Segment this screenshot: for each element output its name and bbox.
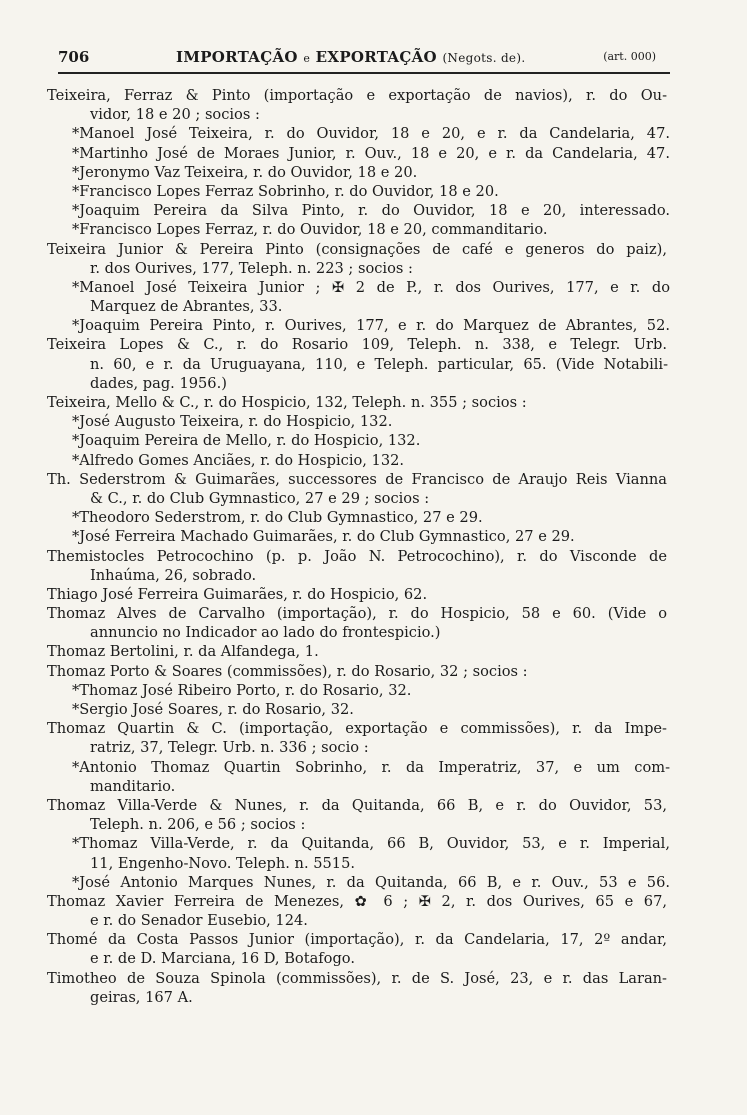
title-import: IMPORTAÇÃO [176, 48, 298, 66]
line-text: Teleph. n. 206, e 56 ; socios : [90, 816, 306, 834]
line-text: Thomaz Xavier Ferreira de Menezes, ✿ 6 ; ✠ 2, r. dos Ourives, 65 e 67, [47, 892, 667, 910]
line-text: *Joaquim Pereira de Mello, r. do Hospicio, 132. [72, 432, 421, 450]
continuation-line [0, 988, 747, 1007]
line-text: Thomaz Quartin & C. (importação, exportação e commissões), r. da Impe- [47, 720, 667, 738]
line-text: *Joaquim Pereira da Silva Pinto, r. do Ouvidor, 18 e 20, interessado. [72, 202, 670, 220]
continuation-line [0, 566, 747, 585]
line-text: Thomaz Villa-Verde & Nunes, r. da Quitanda, 66 B, e r. do Ouvidor, 53, [47, 796, 667, 814]
line-text: Teixeira, Mello & C., r. do Hospicio, 132, Teleph. n. 355 ; socios : [47, 394, 527, 411]
page-number: 706 [58, 48, 90, 66]
line-text: *Sergio José Soares, r. do Rosario, 32. [72, 701, 354, 718]
partner-line [0, 527, 747, 546]
line-text: Thomaz Alves de Carvalho (importação), r. do Hospicio, 58 e 60. (Vide o [47, 605, 667, 623]
title-export: EXPORTAÇÃO [315, 48, 437, 66]
continuation-line [0, 623, 747, 642]
line-text: *Manoel José Teixeira Junior ; ✠ 2 de P., r. dos Ourives, 177, e r. do [72, 278, 670, 296]
partner-line [0, 220, 747, 239]
entry-line [0, 585, 747, 604]
line-text: Teixeira Junior & Pereira Pinto (consignações de café e generos do paiz), [47, 240, 667, 258]
partner-line [0, 431, 747, 450]
partner-line [0, 508, 747, 527]
partner-line [0, 278, 747, 297]
line-text: Themistocles Petrocochino (p. p. João N. Petrocochino), r. do Visconde de [47, 547, 667, 565]
line-text: *Jeronymo Vaz Teixeira, r. do Ouvidor, 18 e 20. [72, 163, 418, 181]
line-text: *Thomaz José Ribeiro Porto, r. do Rosario, 32. [72, 681, 412, 699]
continuation-line [0, 777, 747, 796]
partner-line [0, 144, 747, 163]
line-text: r. dos Ourives, 177, Teleph. n. 223 ; socios : [90, 259, 413, 277]
entry-line [0, 335, 747, 354]
continuation-line [0, 489, 747, 508]
article-label: (art. 000) [603, 50, 656, 63]
continuation-line [0, 949, 747, 968]
line-text: *Joaquim Pereira Pinto, r. Ourives, 177, e r. do Marquez de Abrantes, 52. [72, 317, 670, 335]
continuation-line [0, 815, 747, 834]
entry-line [0, 719, 747, 738]
line-text: n. 60, e r. da Uruguayana, 110, e Teleph. particular, 65. (Vide Notabili- [90, 355, 668, 373]
partner-line [0, 758, 747, 777]
partner-line [0, 163, 747, 182]
entry-line [0, 642, 747, 661]
partner-line [0, 700, 747, 719]
entry-line [0, 86, 747, 105]
line-text: annuncio no Indicador ao lado do frontespicio.) [90, 624, 441, 642]
entry-line [0, 240, 747, 259]
line-text: *Francisco Lopes Ferraz, r. do Ouvidor, 18 e 20, commanditario. [72, 221, 548, 239]
line-text: e r. de D. Marciana, 16 D, Botafogo. [90, 950, 355, 968]
line-text: Th. Sederstrom & Guimarães, successores de Francisco de Araujo Reis Vianna [47, 470, 667, 488]
line-text: *Theodoro Sederstrom, r. do Club Gymnastico, 27 e 29. [72, 509, 483, 527]
continuation-line [0, 355, 747, 374]
continuation-line [0, 374, 747, 393]
entry-line [0, 662, 747, 681]
entry-line [0, 930, 747, 949]
partner-line [0, 316, 747, 335]
title-conjunction: e [303, 52, 311, 65]
line-text: *Martinho José de Moraes Junior, r. Ouv., 18 e 20, e r. da Candelaria, 47. [72, 144, 670, 162]
entry-line [0, 604, 747, 623]
partner-line [0, 451, 747, 470]
line-text: *Alfredo Gomes Anciães, r. do Hospicio, 132. [72, 451, 405, 469]
entry-line [0, 969, 747, 988]
continuation-line [0, 854, 747, 873]
line-text: 11, Engenho-Novo. Teleph. n. 5515. [90, 854, 356, 872]
line-text: Thiago José Ferreira Guimarães, r. do Hospicio, 62. [47, 585, 428, 603]
continuation-line [0, 297, 747, 316]
line-text: *Thomaz Villa-Verde, r. da Quitanda, 66 B, Ouvidor, 53, e r. Imperial, [72, 835, 670, 853]
continuation-line [0, 911, 747, 930]
continuation-line [0, 738, 747, 757]
line-text: vidor, 18 e 20 ; socios : [90, 106, 260, 124]
line-text: e r. do Senador Eusebio, 124. [90, 912, 308, 930]
entry-line [0, 393, 747, 412]
line-text: *Manoel José Teixeira, r. do Ouvidor, 18 e 20, e r. da Candelaria, 47. [72, 125, 670, 143]
line-text: Thomaz Bertolini, r. da Alfandega, 1. [47, 643, 319, 661]
line-text: & C., r. do Club Gymnastico, 27 e 29 ; socios : [90, 489, 430, 507]
title-subtitle: (Negots. de). [442, 51, 526, 65]
line-text: Timotheo de Souza Spinola (commissões), r. de S. José, 23, e r. das Laran- [47, 969, 667, 987]
entry-line [0, 892, 747, 911]
line-text: Thomé da Costa Passos Junior (importação), r. da Candelaria, 17, 2º andar, [47, 931, 667, 949]
directory-entries [0, 86, 747, 1007]
line-text: Teixeira, Ferraz & Pinto (importação e exportação de navios), r. do Ou- [47, 87, 667, 104]
continuation-line [0, 259, 747, 278]
partner-line [0, 182, 747, 201]
partner-line [0, 873, 747, 892]
line-text: Inhaúma, 26, sobrado. [90, 566, 257, 584]
line-text: ratriz, 37, Telegr. Urb. n. 336 ; socio : [90, 739, 369, 757]
partner-line [0, 681, 747, 700]
partner-line [0, 834, 747, 853]
line-text: Marquez de Abrantes, 33. [90, 298, 283, 316]
partner-line [0, 201, 747, 220]
page-title [176, 48, 525, 66]
partner-line [0, 124, 747, 143]
line-text: geiras, 167 A. [90, 988, 193, 1006]
page-header [58, 46, 670, 74]
line-text: manditario. [90, 777, 176, 795]
line-text: *Antonio Thomaz Quartin Sobrinho, r. da Imperatriz, 37, e um com- [72, 758, 670, 776]
entry-line [0, 796, 747, 815]
partner-line [0, 412, 747, 431]
line-text: *José Augusto Teixeira, r. do Hospicio, 132. [72, 413, 393, 431]
line-text: Thomaz Porto & Soares (commissões), r. do Rosario, 32 ; socios : [47, 662, 528, 680]
line-text: Teixeira Lopes & C., r. do Rosario 109, Teleph. n. 338, e Telegr. Urb. [47, 336, 667, 354]
line-text: *José Antonio Marques Nunes, r. da Quitanda, 66 B, e r. Ouv., 53 e 56. [72, 873, 670, 891]
line-text: *José Ferreira Machado Guimarães, r. do Club Gymnastico, 27 e 29. [72, 528, 575, 546]
continuation-line [0, 105, 747, 124]
line-text: *Francisco Lopes Ferraz Sobrinho, r. do Ouvidor, 18 e 20. [72, 182, 499, 200]
entry-line [0, 470, 747, 489]
line-text: dades, pag. 1956.) [90, 374, 227, 392]
entry-line [0, 547, 747, 566]
